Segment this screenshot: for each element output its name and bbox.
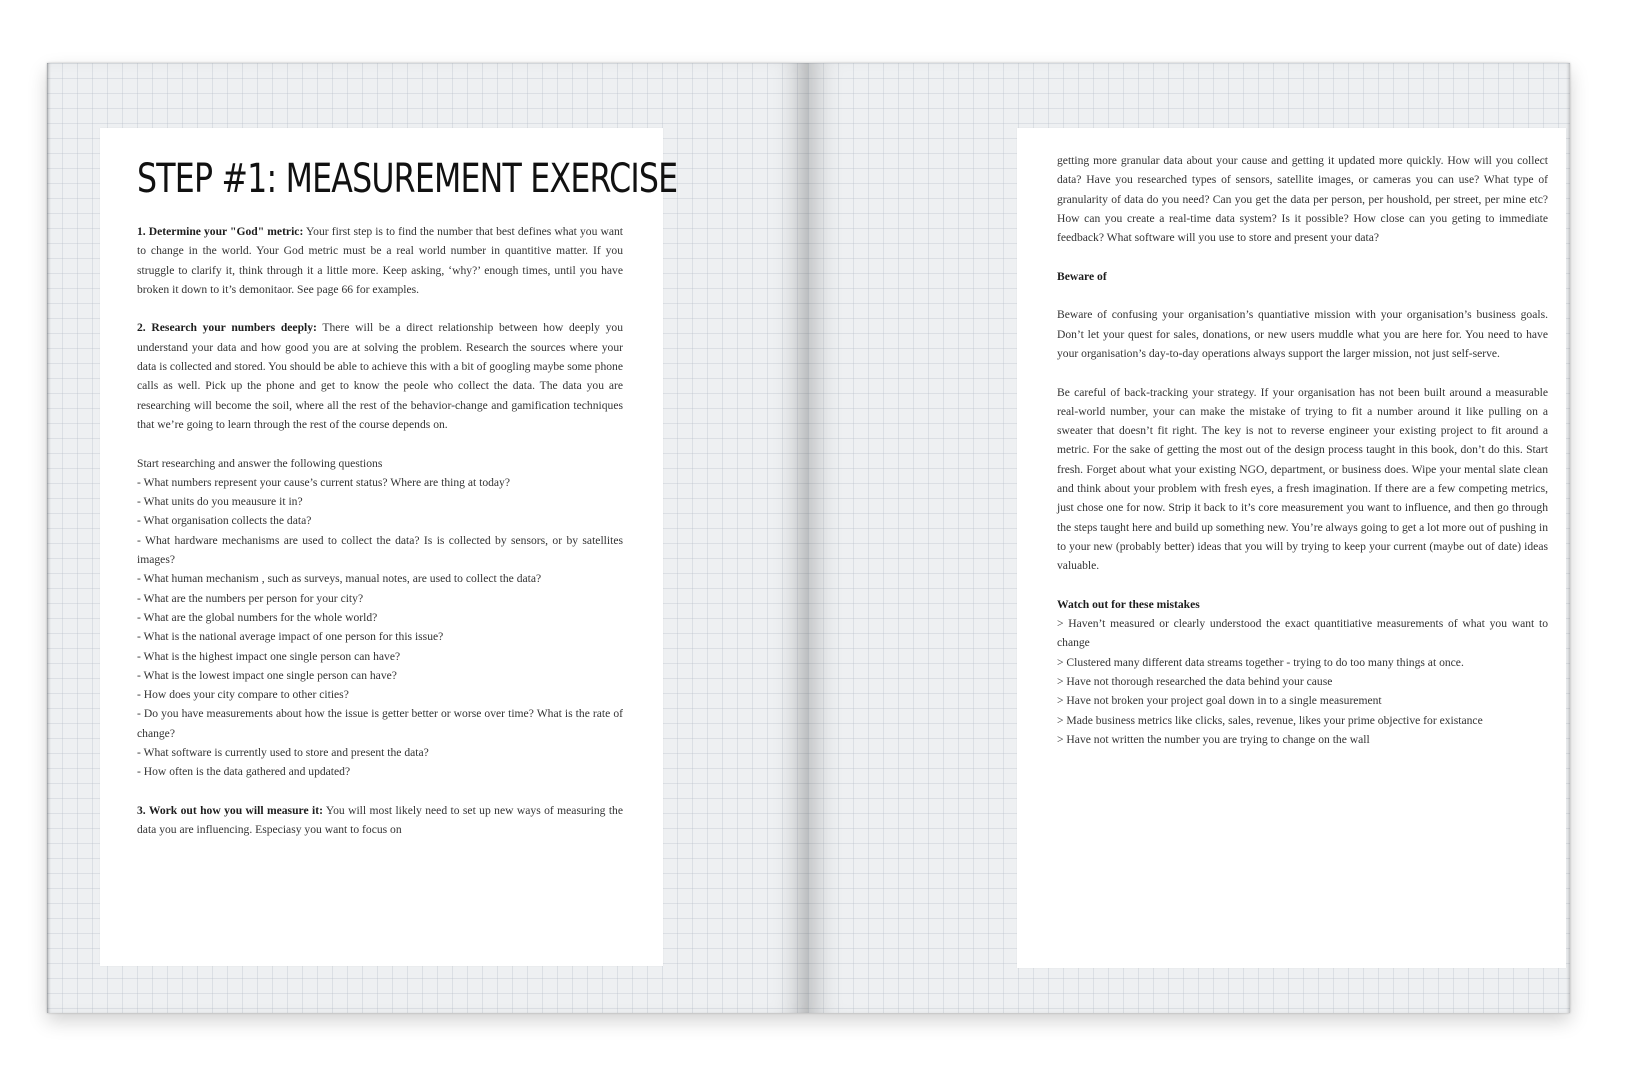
question-item: - How often is the data gathered and updated? [137, 765, 351, 779]
paragraph-text: You will most likely need to set up new ways of measuring the data you are influencing. Especiasy you want to focus on [137, 803, 623, 837]
paragraph-measure [137, 801, 623, 840]
question-item: - What is the national average impact of one person for this issue? [137, 630, 444, 644]
left-page [100, 128, 678, 966]
right-page-body [1057, 151, 1548, 749]
questions-intro: Start researching and answer the following questions [137, 456, 383, 470]
section-heading-mistakes [1057, 595, 1548, 614]
mistake-item: > Have not written the number you are trying to change on the wall [1057, 732, 1370, 746]
paragraph-research [137, 318, 623, 434]
question-item: - What hardware mechanisms are used to collect the data? Is is collected by sensors, or by satellites images? [137, 533, 623, 567]
question-item: - What units do you meausure it in? [137, 495, 303, 509]
paragraph-lead: 1. Determine your "God" metric: [137, 225, 304, 238]
mistake-item: > Have not broken your project goal down in to a single measurement [1057, 694, 1382, 708]
heading-text: Watch out for these mistakes [1057, 597, 1200, 611]
question-item: - What are the numbers per person for your city? [137, 591, 364, 605]
paragraph-continued: getting more granular data about your cause and getting it updated more quickly. How will you collect data? Have you researched types of sensors, satellite images, or cameras you can use? What type of granularity of data do you need? Can you get the data per person, per houshold, per street, per mine etc? How can you create a real-time data system? Is it possible? How close can you geting to immediate feedback? What software will you use to store and present your data? [1057, 154, 1548, 245]
right-leaf [808, 63, 1570, 1013]
mistake-item: > Have not thorough researched the data behind your cause [1057, 675, 1333, 689]
paragraph-text: Your first step is to find the number that best defines what you want to change in the world. Your God metric must be a real world number in quantitive matter. If you struggle to clarify it, think through it a little more. Keep asking, ‘why?’ enough times, until you have broken it down to it’s demonitaor. See page 66 for examples. [137, 225, 623, 296]
paragraph-beware-1: Beware of confusing your organisation’s quantiative mission with your organisation’s business goals. Don’t let your quest for sales, donations, or new users muddle what you are here for. You need to have your organisation’s day-to-day operations always support the larger mission, not just self-serve. [1057, 308, 1548, 360]
mistake-item: > Haven’t measured or clearly understood the exact quantitiative measurements of what you want to change [1057, 617, 1548, 650]
section-heading-beware [1057, 267, 1548, 286]
mistakes-list [1057, 614, 1548, 749]
paragraph-lead: 3. Work out how you will measure it: [137, 803, 323, 817]
paragraph-beware-2: Be careful of back-tracking your strategy. If your organisation has not been built around a measurable real-world number, your can make the mistake of trying to fit a number around it like pulling on a sweater that doesn’t fit right. The key is not to reverse engineer your existing project to fit around a metric. For the sake of getting the most out of the design process taught in this book, don’t do this. Start fresh. Forget about what your existing NGO, department, or business does. Wipe your mental slate clean and think about your problem with fresh eyes, a fresh imagination. If there are a few competing metrics, just chose one for now. Strip it back to it’s core measurement you want to influence, and then go through the steps taught here and build up something new. You’re always going to get a lot more out of pushing in to your new (probably better) ideas that you will by trying to keep your current (maybe out of date) ideas valuable. [1057, 385, 1548, 573]
page-title: STEP #1: MEASUREMENT EXERCISE [137, 156, 678, 202]
question-item: - Do you have measurements about how the issue is getter better or worse over time? What is the rate of change? [137, 707, 623, 740]
mistake-item: > Clustered many different data streams together - trying to do too many things at once. [1057, 655, 1464, 669]
questions-list [137, 473, 623, 782]
question-item: - What human mechanism , such as surveys, manual notes, are used to collect the data? [137, 572, 542, 586]
question-item: - What software is currently used to store and present the data? [137, 746, 429, 760]
question-item: - What are the global numbers for the whole world? [137, 610, 378, 624]
paragraph-lead: 2. Research your numbers deeply: [137, 321, 317, 335]
question-item: - What numbers represent your cause’s current status? Where are thing at today? [137, 475, 511, 489]
left-page-body [137, 222, 623, 840]
paragraph-text: There will be a direct relationship between how deeply you understand your data and how good you are at solving the problem. Research the sources where your data is collected and stored. You should be able to achieve this with a bit of googling maybe some phone calls as well. Pick up the phone and get to know the peole who collect the data. The data you are researching will become the soil, where all the rest of the behavior-change and gamification techniques that we’re going to learn through the rest of the course depends on. [137, 321, 623, 431]
mistake-item: > Made business metrics like clicks, sales, revenue, likes your prime objective for existance [1057, 713, 1483, 727]
question-item: - What is the lowest impact one single person can have? [137, 668, 397, 682]
question-item: - What organisation collects the data? [137, 514, 312, 528]
open-book [47, 63, 1570, 1013]
heading-text: Beware of [1057, 269, 1107, 283]
left-leaf [47, 63, 808, 1013]
question-item: - What is the highest impact one single person can have? [137, 649, 401, 663]
question-item: - How does your city compare to other cities? [137, 688, 349, 702]
paragraph-god-metric [137, 222, 623, 299]
right-page [1017, 128, 1566, 968]
